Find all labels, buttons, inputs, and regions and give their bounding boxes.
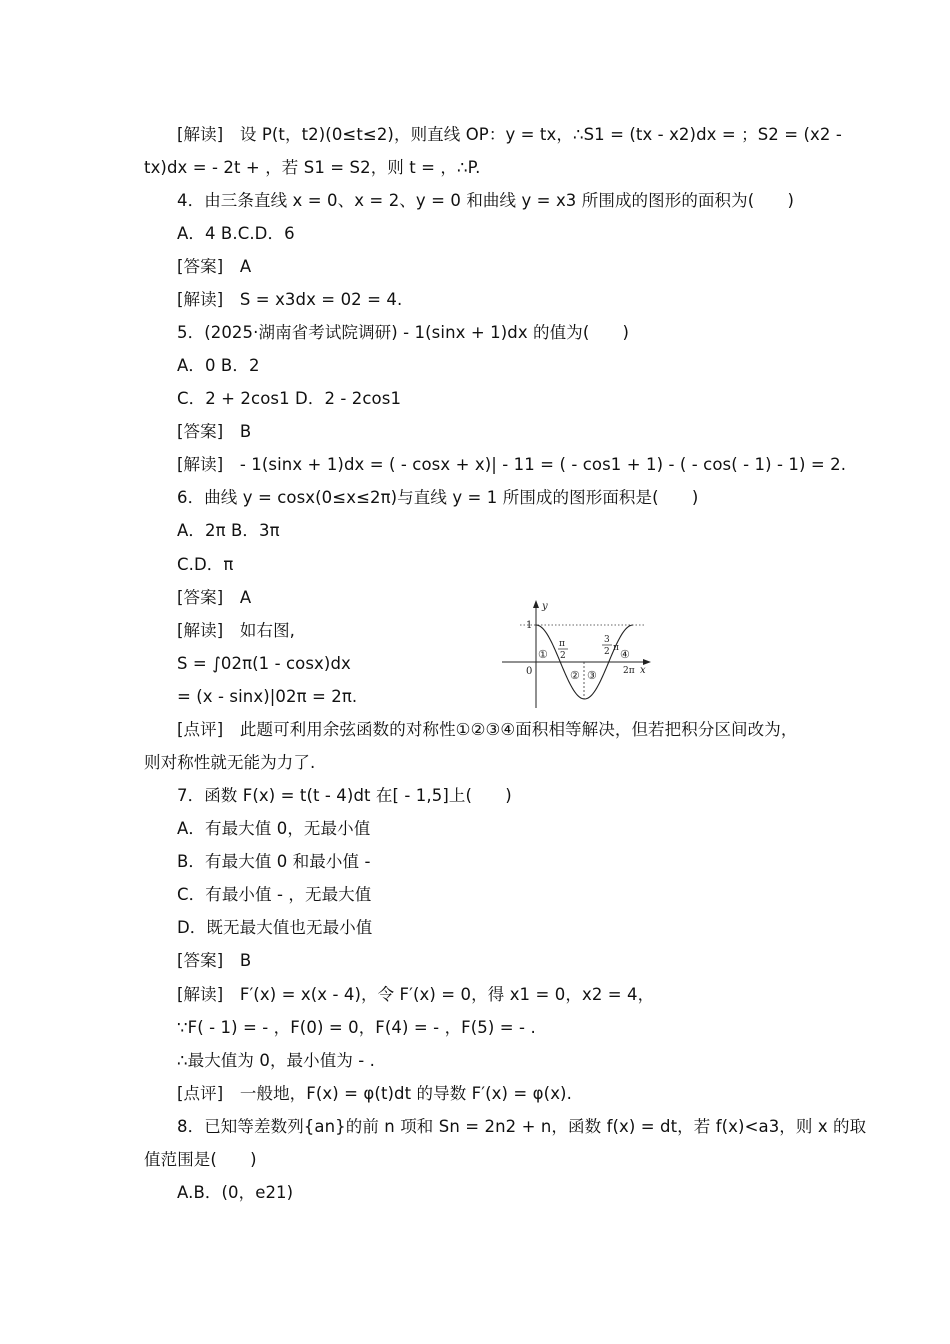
line-22: A．有最大值 0，无最小值 (177, 819, 371, 838)
region-2-label: ② (570, 669, 580, 682)
line-2: tx)dx = - 2t + ，若 S1 = S2，则 t = ，∴P. (144, 158, 481, 177)
line-3: 4．由三条直线 x = 0、x = 2、y = 0 和曲线 y = x3 所围成的图形的面积为( ) (177, 191, 795, 210)
y-axis-label: y (542, 601, 548, 612)
pi-over-2-denominator: 2 (560, 651, 566, 661)
line-9: C．2 + 2cos1 D．2 - 2cos1 (177, 389, 402, 408)
pi-over-2-numerator: π (559, 639, 565, 649)
line-8: A．0 B．2 (177, 356, 260, 375)
line-24: C．有最小值 - ，无最大值 (177, 885, 372, 904)
region-1-label: ① (538, 648, 548, 661)
line-28: ∵F( - 1) = - ，F(0) = 0，F(4) = - ，F(5) = - . (177, 1018, 536, 1037)
line-26: [答案] B (177, 951, 252, 970)
two-pi-label: 2π (623, 666, 635, 676)
three-halves-numerator: 3 (604, 635, 610, 645)
line-17: S = ∫02π(1 - cosx)dx (177, 654, 351, 673)
line-27: [解读] F′(x) = x(x - 4)，令 F′(x) = 0，得 x1 = 0，x2 = 4， (177, 985, 655, 1004)
three-halves-denominator: 2 (604, 647, 610, 657)
line-7: 5．(2025·湖南省考试院调研) - 1(sinx + 1)dx 的值为( ) (177, 323, 630, 342)
line-23: B．有最大值 0 和最小值 - (177, 852, 371, 871)
line-12: 6．曲线 y = cosx(0≤x≤2π)与直线 y = 1 所围成的图形面积是( ) (177, 488, 699, 507)
region-4-label: ④ (620, 648, 630, 661)
line-13: A．2π B．3π (177, 521, 280, 540)
line-10: [答案] B (177, 422, 252, 441)
line-18: = (x - sinx)|02π = 2π. (177, 687, 358, 706)
y-axis-arrow (533, 600, 539, 608)
line-19: [点评] 此题可利用余弦函数的对称性①②③④面积相等解决，但若把积分区间改为， (177, 720, 798, 739)
line-16: [解读] 如右图, (177, 621, 296, 640)
line-33: A.B．(0，e21) (177, 1183, 294, 1202)
line-6: [解读] S = x3dx = 02 = 4. (177, 290, 403, 309)
cosine-area-figure (502, 598, 652, 710)
line-11: [解读] - 1(sinx + 1)dx = ( - cosx + x)| - 11 = ( - cos1 + 1) - ( - cos( - 1) - 1) = 2. (177, 455, 847, 474)
x-axis-label: x (640, 665, 646, 676)
line-29: ∴最大值为 0，最小值为 - . (177, 1051, 376, 1070)
line-1: [解读] 设 P(t，t2)(0≤t≤2)，则直线 OP：y = tx，∴S1 = (tx - x2)dx = ；S2 = (x2 - (177, 125, 842, 144)
line-32: 值范围是( ) (144, 1150, 257, 1169)
origin-label: 0 (526, 666, 533, 677)
line-20: 则对称性就无能为力了. (144, 753, 316, 772)
line-5: [答案] A (177, 257, 252, 276)
line-21: 7．函数 F(x) = t(t - 4)dt 在[ - 1,5]上( ) (177, 786, 512, 805)
line-15: [答案] A (177, 588, 252, 607)
y-tick-1: 1 (526, 620, 533, 631)
line-14: C.D．π (177, 555, 234, 574)
line-4: A．4 B.C.D．6 (177, 224, 295, 243)
line-25: D．既无最大值也无最小值 (177, 918, 373, 937)
region-3-label: ③ (587, 669, 597, 682)
line-30: [点评] 一般地，F(x) = φ(t)dt 的导数 F′(x) = φ(x). (177, 1084, 572, 1103)
three-halves-pi: π (613, 643, 619, 653)
line-31: 8．已知等差数列{an}的前 n 项和 Sn = 2n2 + n，函数 f(x) = dt，若 f(x)<a3，则 x 的取 (177, 1117, 867, 1136)
